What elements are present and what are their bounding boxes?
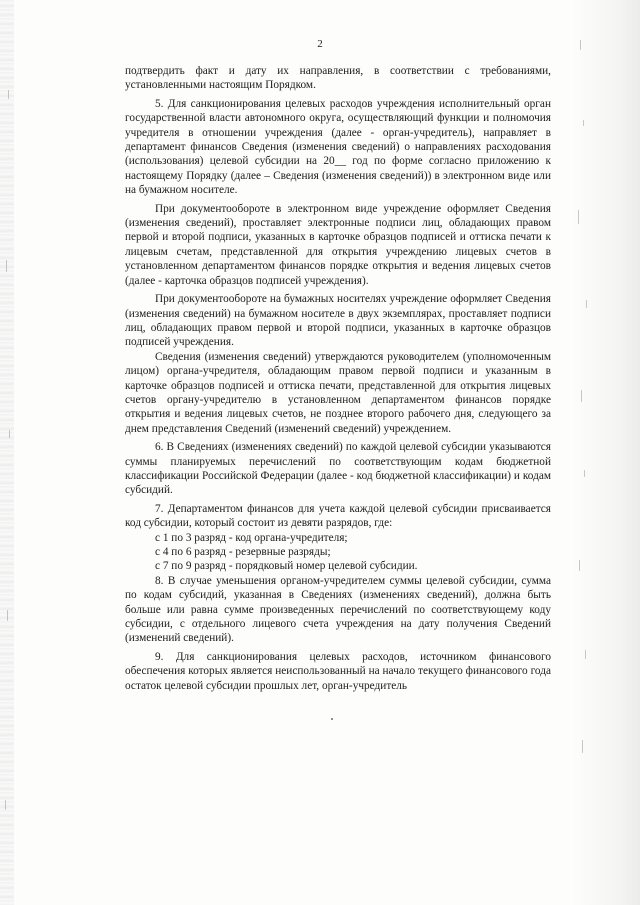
paragraph-item-8: 8. В случае уменьшения органом-учредителем суммы целевой субсидии, сумма по кодам субсидий, указанная в Сведениях (изменениях сведений), должна быть больше или равна сумме произведенных перечислений по соответствующему коду субсидии, с отдельного лицевого счета учреждения на дату получения Сведений (изменений сведений). [125,574,551,645]
scan-dot-mark [331,718,333,720]
paragraph-item-7: 7. Департаментом финансов для учета каждой целевой субсидии присваивается код субсидии, который состоит из девяти разрядов, где: [125,502,551,530]
paragraph-approval: Сведения (изменения сведений) утверждаются руководителем (уполномоченным лицом) органа-учредителя, обладающим правом первой подписи и указанным в карточке образцов подписей и оттиска печати, представленной для открытия лицевых счетов органу-учредителю в установленном департаментом финансов порядке открытия и ведения лицевых счетов, не позднее второго рабочего дня, следующего за днем представления Сведений (изменений сведений) учреждением. [125,350,551,435]
paragraph-electronic-docflow: При документообороте в электронном виде учреждение оформляет Сведения (изменения сведений), проставляет электронные подписи лиц, обладающих правом первой и второй подписи, указанных в карточке образцов подписей и оттиска печати к лицевым счетам, представленной для открытия учреждению лицевых счетов в установленном департаментом финансов порядке открытия и ведения лицевых счетов (далее - карточка образцов подписей учреждения). [125,202,551,287]
paragraph-item-9: 9. Для санкционирования целевых расходов, источником финансового обеспечения которых является неиспользованный на начало текущего финансового года остаток целевой субсидии прошлых лет, орган-учредитель [125,650,551,692]
list-item-digits-7-9: с 7 по 9 разряд - порядковый номер целевой субсидии. [155,560,418,573]
paragraph-item-5: 5. Для санкционирования целевых расходов учреждения исполнительный орган государственной власти автономного округа, осуществляющий функции и полномочия учредителя в отношении учреждения (далее - орган-учредитель), направляет в департамент финансов Сведения (изменения сведений) о направлениях расходования (использования) целевой субсидии на 20__ год по форме согласно приложению к настоящему Порядку (далее – Сведения (изменения сведений)) в электронном виде или на бумажном носителе. [125,97,551,197]
scan-left-edge [0,0,14,905]
paragraph-paper-docflow: При документообороте на бумажных носителях учреждение оформляет Сведения (изменения сведений) на бумажном носителе в двух экземплярах, проставляет подписи лиц, обладающих правом первой и второй подписи, указанных в карточке образцов подписей учреждения. [125,293,551,349]
list-item-digits-4-6: с 4 по 6 разряд - резервные разряды; [155,546,331,558]
paragraph-item-6: 6. В Сведениях (изменениях сведений) по каждой целевой субсидии указываются суммы планируемых перечислений по соответствующим кодам бюджетной классификации Российской Федерации (далее - код бюджетной классификации) и кодам субсидий. [125,441,551,497]
list-item-digits-1-3: с 1 по 3 разряд - код органа-учредителя; [155,531,348,544]
paragraph-continuation: подтвердить факт и дату их направления, в соответствии с требованиями, установленными настоящим Порядком. [125,65,551,92]
scan-right-edge [572,0,640,905]
document-body [125,64,551,693]
page-number: 2 [317,38,323,50]
